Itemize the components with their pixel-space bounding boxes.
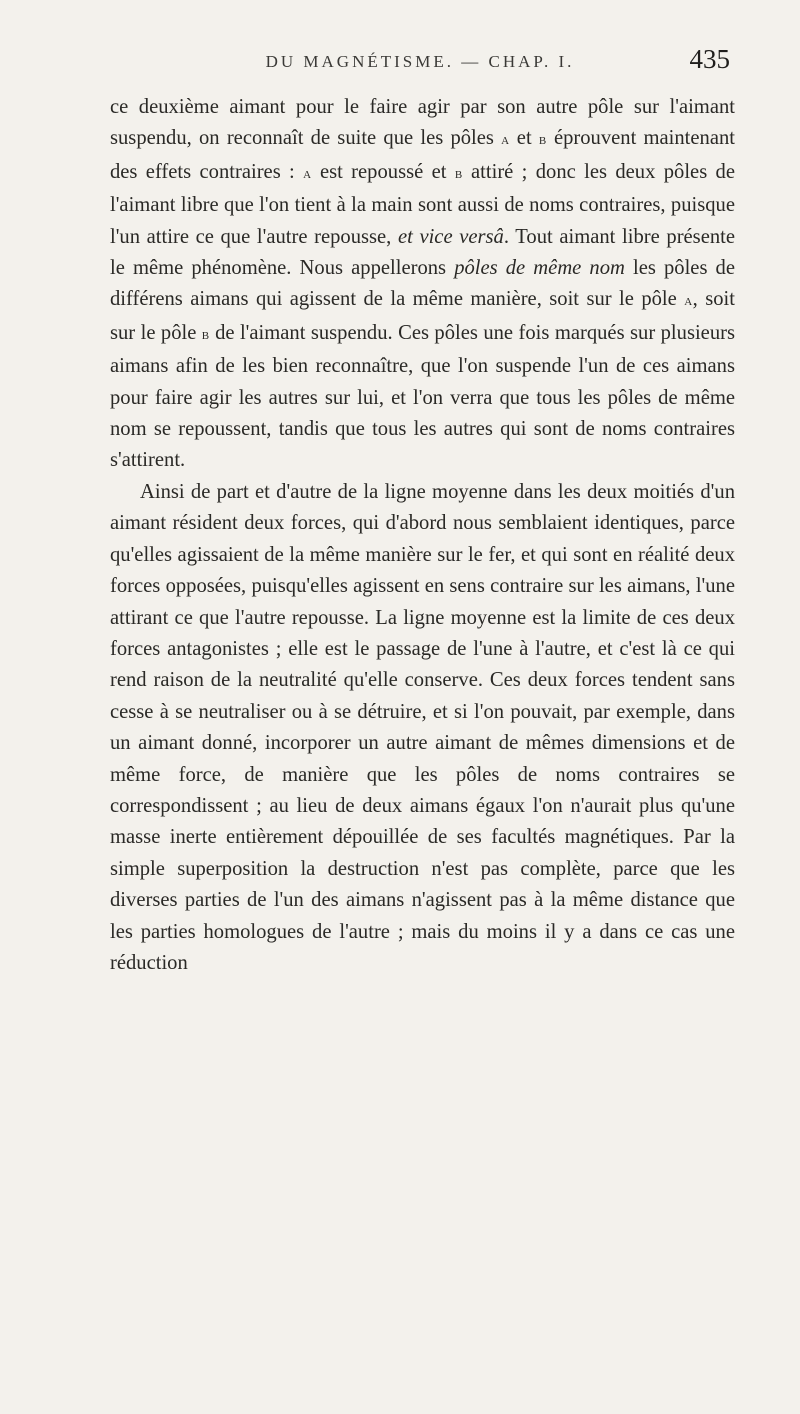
paragraph-2 xyxy=(110,477,735,980)
text-run: . Tout aimant libre présente le même phénomène. Nous appellerons xyxy=(110,225,735,280)
running-head: DU MAGNÉTISME. — CHAP. I. xyxy=(265,52,575,71)
body-text xyxy=(110,92,735,979)
text-run: éprouvent maintenant des effets contraires : xyxy=(110,127,736,183)
page-number: 435 xyxy=(689,44,730,74)
pole-label: b xyxy=(201,326,210,343)
italic-phrase: pôles de même nom xyxy=(454,257,625,280)
text-run: de l'aimant suspendu. Ces pôles une fois marqués sur plusieurs aimans afin de les bien reconnaître, que l'on suspende l'un de ces aimans pour faire agir les autres sur lui, et l'on verra que tous les pôles de même nom se repoussent, tandis que tous les autres qui sont de noms contraires s'attirent. xyxy=(110,321,735,472)
text-run: Ainsi de part et d'autre de la ligne moyenne dans les deux moitiés d'un aimant résident deux forces, qui d'abord nous semblaient identiques, parce qu'elles agissaient de la même manière sur le fer, et qui sont en réalité deux forces opposées, puisqu'elles agissent en sens contraire sur les aimans, l'une attirant ce que l'autre repousse. La ligne moyenne est la limite de ces deux forces antagonistes ; elle est le passage de l'une à l'autre, et c'est là ce qui rend raison de la neutralité qu'elle conserve. Ces deux forces tendent sans cesse à se neutraliser ou à se détruire, et si l'on pouvait, par exemple, dans un aimant donné, incorporer un autre aimant de mêmes dimensions et de même force, de manière que les pôles de noms contraires se correspondissent ; au lieu de deux aimans égaux l'on n'aurait plus qu'une masse inerte entièrement dépouillée de ses facultés magnétiques. Par la simple superposition la destruction n'est pas complète, parce que les diverses parties de l'un des aimans n'agissent pas à la même distance que les parties homologues de l'autre ; mais du moins il y a dans ce cas une réduction xyxy=(110,480,735,974)
pole-label: a xyxy=(303,165,312,182)
pole-label: b xyxy=(454,165,463,182)
pole-label: b xyxy=(538,132,547,149)
pole-label: a xyxy=(501,132,510,149)
pole-label: a xyxy=(684,293,693,310)
text-run: attiré ; donc les deux pôles de l'aimant libre que l'on tient à la main sont aussi de noms contraires, puisque l'un attire ce que l'autre repousse, xyxy=(110,160,735,248)
italic-phrase: et vice versâ xyxy=(397,225,504,248)
text-run: ce deuxième aimant pour le faire agir par son autre pôle sur l'aimant suspendu, on reconnaît de suite que les pôles xyxy=(110,96,735,150)
text-run: , soit sur le pôle xyxy=(110,288,735,344)
text-run: les pôles de différens aimans qui agissent de la même manière, soit sur le pôle xyxy=(110,257,735,311)
page-header xyxy=(110,44,730,84)
paragraph-1 xyxy=(110,92,735,477)
text-run: est repoussé et xyxy=(311,160,455,183)
text-run: et xyxy=(509,127,539,150)
